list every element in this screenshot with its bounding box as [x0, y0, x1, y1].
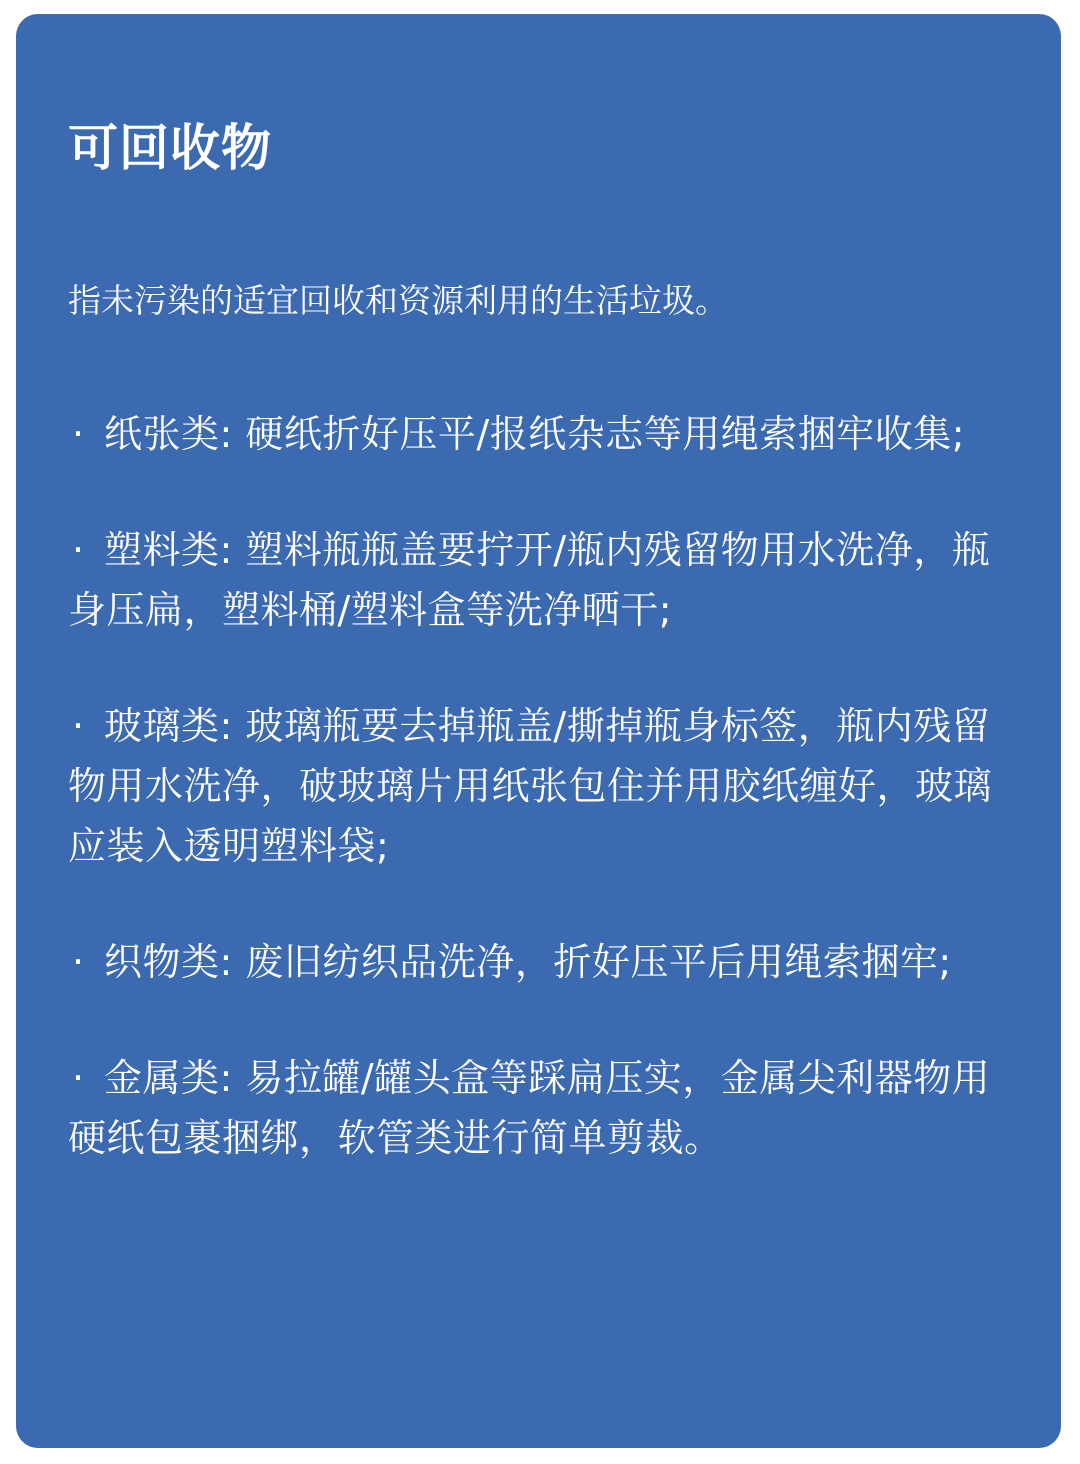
list-item-metal: [68, 1048, 998, 1168]
item-label: 织物类:: [104, 940, 233, 984]
item-label: 塑料类:: [104, 528, 233, 572]
list-item-paper: [68, 404, 998, 464]
item-label: 金属类:: [104, 1056, 233, 1100]
bullet-dot: ·: [72, 1056, 85, 1100]
category-list: [68, 404, 998, 1224]
card-intro: 指未污染的适宜回收和资源利用的生活垃圾。: [68, 281, 728, 320]
bullet-dot: ·: [72, 412, 85, 456]
list-item-plastic: [68, 520, 998, 640]
bullet-dot: ·: [72, 704, 85, 748]
item-text: 硬纸折好压平/报纸杂志等用绳索捆牢收集;: [245, 412, 966, 456]
item-text: 玻璃瓶要去掉瓶盖/撕掉瓶身标签，瓶内残留物用水洗净，破玻璃片用纸张包住并用胶纸缠好，玻璃应装入透明塑料袋;: [68, 704, 993, 868]
item-text: 塑料瓶瓶盖要拧开/瓶内残留物用水洗净，瓶身压扁，塑料桶/塑料盒等洗净晒干;: [68, 528, 991, 632]
bullet-dot: ·: [72, 528, 85, 572]
card-title: 可回收物: [68, 119, 272, 177]
list-item-textile: [68, 932, 998, 992]
item-text: 废旧纺织品洗净，折好压平后用绳索捆牢;: [245, 940, 952, 984]
list-item-glass: [68, 696, 998, 876]
item-label: 纸张类:: [104, 412, 233, 456]
info-card: [16, 14, 1061, 1448]
item-label: 玻璃类:: [104, 704, 233, 748]
bullet-dot: ·: [72, 940, 85, 984]
item-text: 易拉罐/罐头盒等踩扁压实，金属尖利器物用硬纸包裹捆绑，软管类进行简单剪裁。: [68, 1056, 991, 1160]
